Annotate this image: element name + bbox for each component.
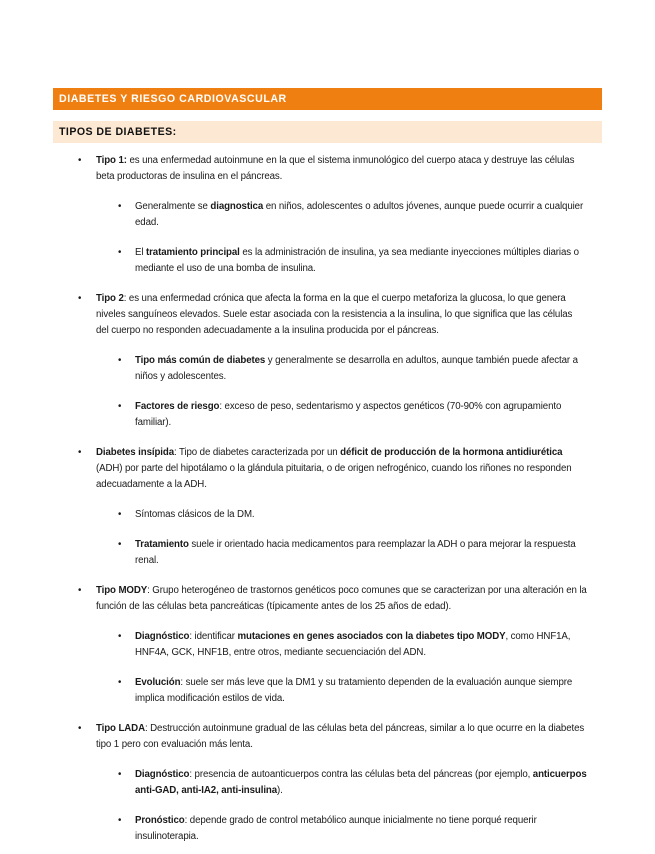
item-term: Tipo 2: [96, 293, 124, 304]
bullet-icon: •: [118, 509, 122, 520]
sub-item: [0, 675, 655, 707]
sub-item: [0, 813, 655, 845]
sub-term: diagnostica: [210, 201, 264, 212]
list-item-tipo-mody: [0, 583, 655, 615]
document-title: DIABETES Y RIESGO CARDIOVASCULAR: [59, 93, 287, 105]
sub-text: El: [135, 247, 147, 258]
item-text: : es una enfermedad crónica que afecta la forma en la que el cuerpo metaforiza la glucosa, lo que genera niveles sanguíneos elevados. Suele estar asociada con la resistencia a la insulina, lo que significa que las células del cuerpo no responden adecuadamente a la insulina producida por el páncreas.: [96, 293, 573, 336]
item-text: : Tipo de diabetes caracterizada por un: [173, 447, 341, 458]
bullet-icon: •: [118, 631, 122, 642]
document-body: [0, 153, 655, 854]
sub-text: Generalmente se: [135, 201, 211, 212]
item-term: Tipo 1:: [96, 155, 127, 166]
item-text: : Grupo heterogéneo de trastornos genéticos poco comunes que se caracterizan por una alteración en la función de las células beta pancreáticas (típicamente antes de los 25 años de edad).: [96, 585, 587, 612]
sub-text: : depende grado de control metabólico aunque inicialmente no tiene porqué requerir insulinoterapia.: [135, 815, 537, 842]
bullet-icon: •: [118, 815, 122, 826]
sub-term: Tipo más común de diabetes: [135, 355, 266, 366]
bullet-icon: •: [118, 769, 122, 780]
bullet-icon: •: [78, 293, 82, 304]
sub-text: , como HNF1A, HNF4A, GCK, HNF1B, entre otros, mediante secuenciación del ADN.: [135, 631, 571, 658]
item-text: : Destrucción autoinmune gradual de las células beta del páncreas, similar a lo que ocurre en la diabetes tipo 1 pero con evaluación más lenta.: [96, 723, 585, 750]
bullet-icon: •: [78, 585, 82, 596]
sub-term: Diagnóstico: [135, 631, 190, 642]
sub-item: [0, 537, 655, 569]
item-term: Tipo MODY: [96, 585, 148, 596]
sub-text: ).: [277, 785, 283, 796]
item-text: (ADH) por parte del hipotálamo o la glándula pituitaria, o de origen nefrogénico, cuando los riñones no responden adecuadamente a la ADH.: [96, 463, 572, 490]
sub-term: Evolución: [135, 677, 181, 688]
sub-item: [0, 199, 655, 231]
sub-text: : exceso de peso, sedentarismo y aspectos genéticos (70-90% con agrupamiento familiar).: [135, 401, 562, 428]
item-term: Tipo LADA: [96, 723, 145, 734]
sub-term: Factores de riesgo: [135, 401, 220, 412]
sub-term: mutaciones en genes asociados con la diabetes tipo MODY: [237, 631, 506, 642]
sub-text: suele ir orientado hacia medicamentos para reemplazar la ADH o para mejorar la respuesta renal.: [135, 539, 576, 566]
sub-item: [0, 245, 655, 277]
sub-term: tratamiento principal: [146, 247, 240, 258]
sub-item: [0, 353, 655, 385]
list-item-tipo-lada: [0, 721, 655, 753]
bullet-icon: •: [78, 155, 82, 166]
sub-item: [0, 507, 655, 523]
section-heading-banner: [53, 121, 602, 143]
sub-text: es la administración de insulina, ya sea mediante inyecciones múltiples diarias o mediante el uso de una bomba de insulina.: [135, 247, 579, 274]
section-heading: TIPOS DE DIABETES:: [59, 126, 177, 138]
sub-text: en niños, adolescentes o adultos jóvenes, aunque puede ocurrir a cualquier edad.: [135, 201, 584, 228]
item-term: déficit de producción de la hormona antidiurética: [340, 447, 563, 458]
list-item-tipo-1: [0, 153, 655, 185]
document-title-banner: [53, 88, 602, 110]
bullet-icon: •: [118, 247, 122, 258]
sub-term: Diagnóstico: [135, 769, 190, 780]
sub-item: [0, 399, 655, 431]
bullet-icon: •: [118, 539, 122, 550]
bullet-icon: •: [118, 355, 122, 366]
bullet-icon: •: [118, 401, 122, 412]
sub-term: anticuerpos anti-GAD, anti-IA2, anti-insulina: [135, 769, 587, 796]
sub-text: : suele ser más leve que la DM1 y su tratamiento dependen de la evaluación aunque siempre implica modificación estilos de vida.: [135, 677, 573, 704]
bullet-icon: •: [78, 447, 82, 458]
sub-item: [0, 767, 655, 799]
bullet-icon: •: [118, 201, 122, 212]
sub-item: [0, 629, 655, 661]
list-item-tipo-2: [0, 291, 655, 339]
sub-term: Tratamiento: [135, 539, 189, 550]
sub-text: y generalmente se desarrolla en adultos, aunque también puede afectar a niños y adolescentes.: [135, 355, 578, 382]
sub-text: : identificar: [189, 631, 238, 642]
item-term: Diabetes insípida: [96, 447, 174, 458]
bullet-icon: •: [118, 677, 122, 688]
sub-text: Síntomas clásicos de la DM.: [135, 509, 255, 520]
list-item-diabetes-insipida: [0, 445, 655, 493]
item-text: es una enfermedad autoinmune en la que el sistema inmunológico del cuerpo ataca y destruye las células beta productoras de insulina en el páncreas.: [96, 155, 575, 182]
sub-text: : presencia de autoanticuerpos contra las células beta del páncreas (por ejemplo,: [189, 769, 533, 780]
sub-term: Pronóstico: [135, 815, 185, 826]
bullet-icon: •: [78, 723, 82, 734]
